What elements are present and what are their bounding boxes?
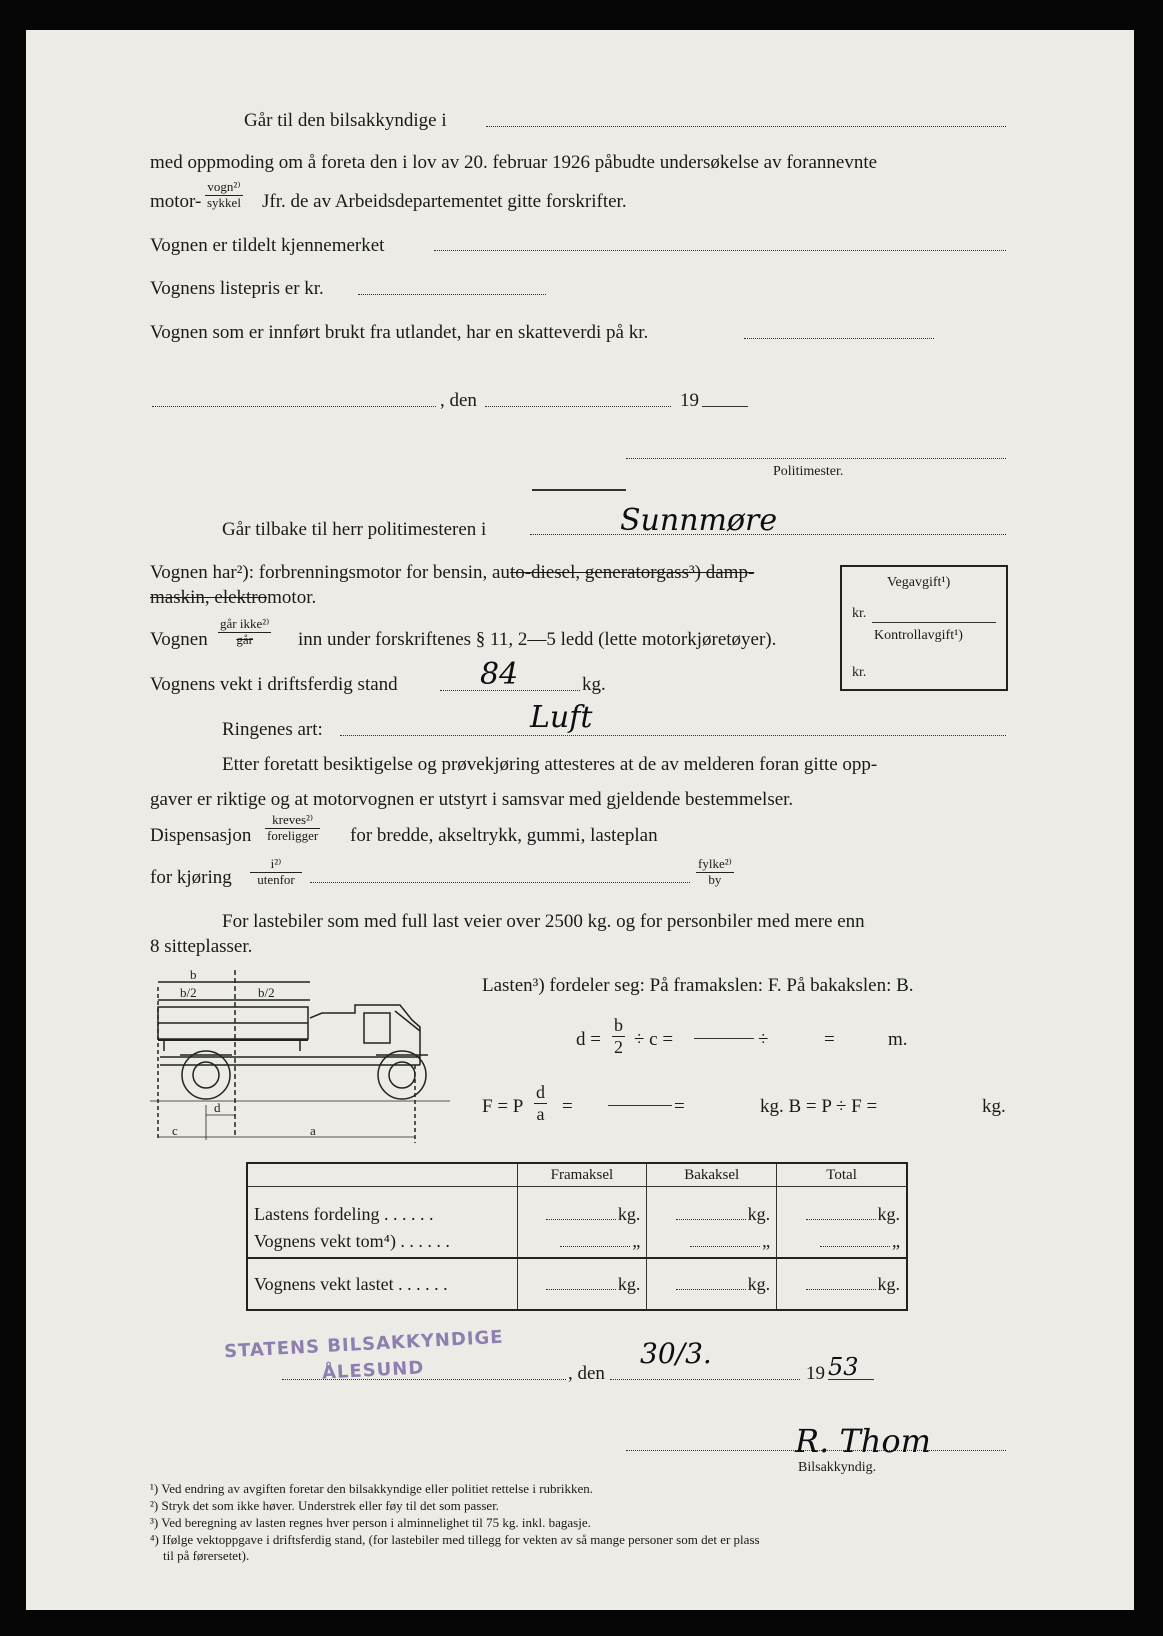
ringer-value: Luft — [530, 700, 593, 735]
table-row — [247, 1187, 907, 1226]
vekt-value: 84 — [480, 657, 519, 692]
kjennemerke-label: Vognen er tildelt kjennemerket — [150, 235, 385, 256]
lasten-line: Lasten³) fordeler seg: På framakslen: F. På bakakslen: B. — [482, 975, 914, 996]
etter-line1: Etter foretatt besiktigelse og prøvekjøring attesteres at de av melderen foran gitte opp- — [222, 754, 878, 775]
table-row — [247, 1258, 907, 1310]
diagram-label-a: a — [310, 1123, 316, 1138]
diagram-label-d: d — [214, 1100, 221, 1115]
motor-type-plain: Vognen har²): forbrenningsmotor for bensin, — [150, 562, 492, 583]
sign-date-value: 30/3. — [640, 1337, 712, 1370]
section-divider — [532, 489, 626, 491]
footnote-4-cont: til på førersetet). — [163, 1548, 250, 1563]
motor-type-line — [150, 563, 754, 582]
cell-lastens-total[interactable]: kg. — [777, 1187, 907, 1226]
fylke-fraction — [696, 857, 734, 888]
kontrollavgift-kr: kr. — [852, 665, 867, 680]
gar-prefix: Vognen — [150, 629, 208, 650]
place-field[interactable] — [152, 406, 436, 407]
listepris-field[interactable] — [358, 294, 546, 295]
handwritten-place: Sunnmøre — [620, 503, 778, 538]
gar-fraction — [218, 617, 271, 648]
sign-den: , den — [568, 1363, 605, 1384]
cell-lastens-bak[interactable]: kg. — [647, 1187, 777, 1226]
cell-lastet-total[interactable]: kg. — [777, 1258, 907, 1310]
fylke-num: fylke²⁾ — [698, 856, 732, 871]
table-header-blank — [247, 1163, 517, 1187]
vegavgift-label: Vegavgift¹) — [887, 575, 951, 590]
formula-d-eq: d = — [576, 1029, 601, 1050]
header-line2: med oppmoding om å foreta den i lov av 20. februar 1926 påbudte undersøkelse av forannevnte — [150, 152, 878, 173]
formula-kg-end: kg. — [982, 1096, 1006, 1117]
cell-tom-total[interactable]: „ — [777, 1225, 907, 1258]
motor-type-line2 — [150, 588, 316, 607]
gar-den: går — [236, 631, 253, 647]
bilsakkyndig-label: Bilsakkyndig. — [798, 1460, 877, 1475]
footnote-4: ⁴) Ifølge vektoppgave i driftsferdig stand, (for lastebiler med tillegg for vekten av så mange personer som det er plass — [150, 1532, 760, 1547]
formula-m: m. — [888, 1029, 908, 1050]
politimester-label: Politimester. — [773, 464, 844, 479]
distribution-table — [246, 1162, 908, 1311]
footnote-1: ¹) Ved endring av avgiften foretar den bilsakkyndige eller politiet rettelse i rubrikken. — [150, 1481, 593, 1496]
cell-tom-bak[interactable]: „ — [647, 1225, 777, 1258]
fylke-den: by — [708, 871, 722, 887]
stamp-line1: STATENS BILSAKKYNDIGE — [223, 1326, 505, 1363]
table-header-framaksel: Framaksel — [517, 1163, 647, 1187]
avgift-box — [840, 565, 1008, 691]
cell-lastet-fram[interactable]: kg. — [517, 1258, 647, 1310]
sign-date-field[interactable] — [610, 1379, 800, 1380]
politimester-sign-field[interactable] — [626, 458, 1006, 459]
gar-suffix: inn under forskriftenes § 11, 2—5 ledd (lette motorkjøretøyer). — [298, 629, 777, 650]
etter-line2: gaver er riktige og at motorvognen er utstyrt i samsvar med gjeldende bestemmelser. — [150, 789, 794, 810]
formula-eq1: = — [824, 1029, 835, 1050]
formula-F-blank[interactable] — [608, 1105, 672, 1106]
vegavgift-kr: kr. — [852, 606, 867, 621]
table-row — [247, 1225, 907, 1258]
formula-2: 2 — [614, 1036, 623, 1057]
kjoring-field[interactable] — [310, 882, 690, 883]
cell-lastens-fram[interactable]: kg. — [517, 1187, 647, 1226]
signature: R. Thom — [795, 1422, 931, 1460]
year-prefix: 19 — [680, 390, 699, 411]
disp-den: foreligger — [267, 827, 319, 843]
cell-tom-fram[interactable]: „ — [517, 1225, 647, 1258]
vekt-label: Vognens vekt i driftsferdig stand — [150, 674, 398, 695]
truck-diagram — [150, 965, 450, 1150]
sign-place-field[interactable] — [282, 1379, 566, 1380]
ringer-field[interactable] — [340, 735, 1006, 736]
footnote-2: ²) Stryk det som ikke høver. Understrek eller føy til det som passer. — [150, 1498, 500, 1513]
disp-fraction — [265, 813, 320, 844]
formula-eq2: = — [562, 1096, 573, 1117]
motor-fraction — [205, 180, 243, 211]
kjoring-prefix: for kjøring — [150, 867, 232, 888]
formula-kg-b: kg. B = P ÷ F = — [760, 1096, 878, 1117]
date-field[interactable] — [485, 406, 671, 407]
formula-d-blank1[interactable] — [694, 1038, 754, 1039]
footnote-3: ³) Ved beregning av lasten regnes hver person i alminnelighet til 75 kg. inkl. bagasje. — [150, 1515, 591, 1530]
diagram-label-c: c — [172, 1123, 178, 1138]
sign-year-prefix: 19 — [806, 1363, 825, 1384]
kjoring-num: i²⁾ — [250, 857, 302, 873]
disp-suffix: for bredde, akseltrykk, gummi, lasteplan — [350, 825, 658, 846]
kjoring-fraction — [250, 857, 302, 888]
motor-num: vogn²⁾ — [205, 180, 243, 196]
laste-line1: For lastebiler som med full last veier over 2500 kg. og for personbiler med mere enn — [222, 911, 865, 932]
formula-b: b — [614, 1015, 623, 1035]
den-label: , den — [440, 390, 477, 411]
motor-type-au: au — [492, 562, 510, 583]
motor-den: sykkel — [207, 194, 241, 210]
disp-prefix: Dispensasjon — [150, 825, 252, 846]
row-label-tom: Vognens vekt tom⁴) . . . . . . — [254, 1230, 450, 1251]
formula-eq3: = — [674, 1096, 685, 1117]
skatteverdi-label: Vognen som er innført brukt fra utlandet, har en skatteverdi på kr. — [150, 322, 649, 343]
formula-d-over-a — [534, 1082, 547, 1124]
motor-type-line2-plain: motor. — [267, 587, 317, 608]
laste-line2: 8 sitteplasser. — [150, 936, 253, 957]
formula-a: a — [536, 1103, 545, 1124]
formula-b-over-2 — [612, 1015, 625, 1057]
kjennemerke-field[interactable] — [434, 250, 1006, 251]
vegavgift-field[interactable] — [872, 622, 996, 623]
table-header-bakaksel: Bakaksel — [647, 1163, 777, 1187]
disp-num: kreves²⁾ — [265, 813, 320, 829]
motor-type-struck: to-diesel, generatorgass³) damp- — [509, 562, 755, 583]
return-line: Går tilbake til herr politimesteren i — [222, 519, 487, 540]
cell-lastet-bak[interactable]: kg. — [647, 1258, 777, 1310]
kontrollavgift-label: Kontrollavgift¹) — [874, 628, 963, 643]
diagram-label-b2-right: b/2 — [258, 985, 275, 1000]
formula-d: d — [536, 1082, 545, 1102]
row-label-lastens: Lastens fordeling . . . . . . — [254, 1204, 434, 1224]
row-label-lastet: Vognens vekt lastet . . . . . . — [247, 1258, 517, 1310]
motor-suffix: Jfr. de av Arbeidsdepartementet gitte forskrifter. — [262, 191, 627, 212]
formula-minus-c: ÷ c = — [634, 1029, 674, 1050]
diagram-label-b: b — [190, 967, 197, 982]
motor-type-line2-struck: maskin, elektro — [150, 587, 268, 608]
header-line1: Går til den bilsakkyndige i — [244, 110, 447, 131]
bilsakkyndig-field[interactable] — [486, 126, 1006, 127]
gar-num: går ikke²⁾ — [220, 616, 270, 631]
vekt-unit: kg. — [582, 674, 606, 695]
formula-div: ÷ — [758, 1029, 769, 1050]
sign-year-value: 53 — [828, 1353, 859, 1381]
year-field[interactable] — [702, 406, 748, 407]
motor-prefix: motor- — [150, 191, 202, 212]
ringer-label: Ringenes art: — [222, 719, 323, 740]
diagram-label-b2-left: b/2 — [180, 985, 197, 1000]
listepris-label: Vognens listepris er kr. — [150, 278, 324, 299]
stamp-line2: ÅLESUND — [321, 1357, 425, 1384]
table-header-total: Total — [777, 1163, 907, 1187]
skatteverdi-field[interactable] — [744, 338, 934, 339]
formula-F-eq: F = P — [482, 1096, 524, 1117]
kjoring-den: utenfor — [257, 871, 295, 887]
